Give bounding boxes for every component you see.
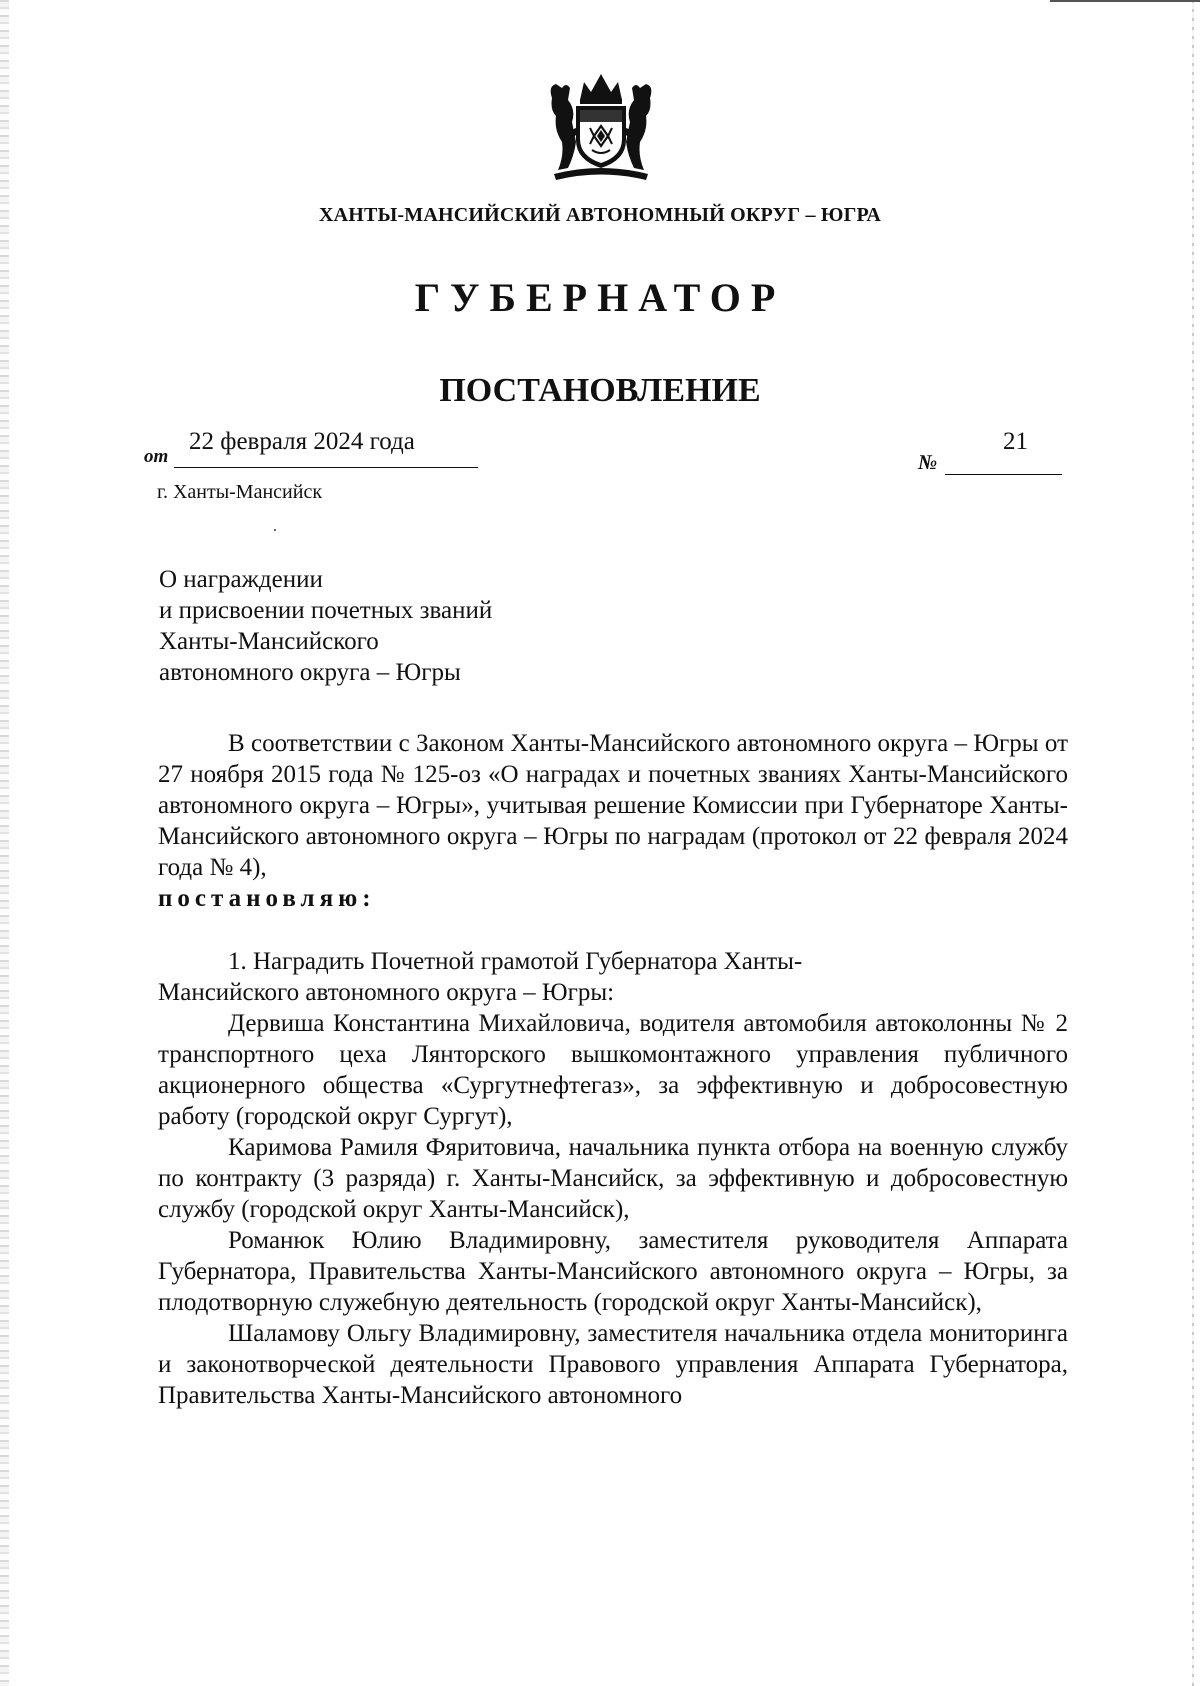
preamble-paragraph: [158, 728, 1068, 914]
resolve-word: постановляю: [158, 885, 363, 912]
item-1-heading-continued: Мансийского автономного округа – Югры:: [158, 979, 615, 1006]
number-label: №: [918, 450, 938, 474]
awardee-entry: Каримова Рамиля Фяритовича, начальника пункта отбора на военную службу по контракту (3 разряда) г. Ханты-Мансийск, за эффективную и добросовестную службу (городской округ Ханты-Мансийск),: [158, 1134, 1068, 1223]
document-type-title: ПОСТАНОВЛЕНИЕ: [439, 372, 761, 409]
number-underline: [945, 474, 1062, 475]
scan-right-edge: [1192, 0, 1194, 1686]
scan-speck: [274, 529, 276, 531]
document-subject: [159, 564, 579, 688]
coat-of-arms-emblem: [546, 70, 656, 182]
document-body: [158, 728, 1068, 1411]
item-1-heading: 1. Наградить Почетной грамотой Губернатора Ханты-: [228, 948, 803, 975]
subject-line: Ханты-Мансийского: [159, 628, 379, 655]
region-title: ХАНТЫ-МАНСИЙСКИЙ АВТОНОМНЫЙ ОКРУГ – ЮГРА: [319, 204, 881, 226]
scan-top-edge: [1050, 0, 1200, 2]
resolve-colon: :: [362, 885, 371, 912]
subject-line: автономного округа – Югры: [159, 659, 461, 686]
scan-left-edge: [0, 0, 9, 1686]
paragraph-gap: [158, 914, 1068, 946]
subject-line: и присвоении почетных званий: [159, 597, 493, 624]
preamble-text: В соответствии с Законом Ханты-Мансийского автономного округа – Югры от 27 ноября 2015 года № 125-оз «О наградах и почетных званиях Ханты-Мансийского автономного округа – Югры», учитывая решение Комиссии при Губернаторе Ханты-Мансийского автономного округа – Югры по наградам (протокол от 22 февраля 2024 года № 4),: [158, 730, 1068, 881]
awardee-entry: Шаламову Ольгу Владимировну, заместителя начальника отдела мониторинга и законотворческой деятельности Правового управления Аппарата Губернатора, Правительства Ханты-Мансийского автономного: [158, 1320, 1068, 1409]
awardee-entry: Дервиша Константина Михайловича, водителя автомобиля автоколонны № 2 транспортного цеха Лянторского вышкомонтажного управления публичного акционерного общества «Сургутнефтегаз», за эффективную и добросовестную работу (городской округ Сургут),: [158, 1010, 1068, 1130]
date-label: от: [144, 446, 169, 467]
subject-line: О награждении: [159, 566, 323, 593]
awardee-entry: Романюк Юлию Владимировну, заместителя руководителя Аппарата Губернатора, Правительства Ханты-Мансийского автономного округа – Югры, за плодотворную служебную деятельность (городской округ Ханты-Мансийск),: [158, 1227, 1068, 1316]
issue-city: г. Ханты-Мансийск: [157, 481, 323, 503]
document-date: 22 февраля 2024 года: [189, 428, 415, 455]
date-underline: [174, 467, 478, 468]
document-number: 21: [1003, 428, 1028, 455]
authority-title: ГУБЕРНАТОР: [414, 275, 786, 320]
